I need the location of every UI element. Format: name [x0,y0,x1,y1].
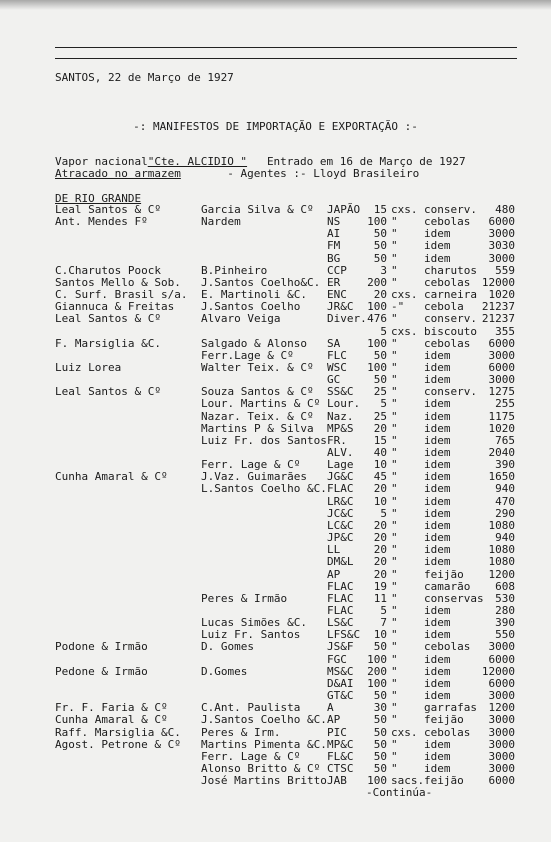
cell-consignee: Ferr.Lage & Cº [201,348,294,362]
cell-unit: " [391,518,398,532]
cell-qty: 20 [373,518,387,532]
cell-unit: " [391,458,398,472]
cell-goods: conserv. [424,385,477,399]
cell-goods: idem [424,506,451,520]
cell-weight: 280 [495,604,515,617]
cell-unit: -" [391,300,405,314]
cell-mark: FLC [327,348,347,362]
cell-qty: 3 [380,263,387,277]
cell-goods: camarão [424,579,471,593]
cell-mark: LC&C [327,518,354,532]
cell-goods: idem [424,761,451,775]
cell-mark: FLAC [327,591,354,605]
cell-unit: " [391,628,398,642]
cell-unit: " [391,531,398,544]
cell-weight: 765 [495,433,515,447]
cell-unit: " [391,604,398,617]
cell-qty: 20 [373,531,387,544]
cell-consignor: Podone & Irmão [55,640,148,654]
cell-goods: conservas [424,591,484,605]
cell-goods: idem [424,421,451,435]
cell-weight: 12000 [481,664,515,678]
cell-qty: 50 [373,640,387,654]
cell-mark: LL [327,543,341,557]
cell-qty: 15 [373,433,387,447]
cell-qty: 50 [373,761,387,775]
cell-unit: " [391,433,398,447]
cell-goods: conserv. [424,312,477,326]
cell-qty: 5 [380,397,387,411]
cell-unit: " [391,215,398,229]
cell-unit: " [391,421,398,435]
cell-weight: 1020 [488,421,515,435]
cell-qty: 200 [367,664,387,678]
cell-weight: 290 [495,506,515,520]
cell-mark: BG [327,251,341,265]
cell-qty: 20 [373,567,387,581]
cell-qty: 476 [367,312,387,326]
dateline: SANTOS, 22 de Março de 1927 [55,71,234,84]
cell-mark: Lage [327,458,354,472]
cell-qty: 20 [373,543,387,557]
cell-goods: cebolas [424,215,471,229]
vessel-line-2 [55,168,419,180]
cell-goods: feijão [424,567,464,581]
cell-unit: " [391,652,398,666]
cell-mark: NS [327,215,341,229]
cell-consignee: Martins P & Silva [201,421,314,435]
cell-consignor: F. Marsiglia &C. [55,336,161,350]
cell-goods: idem [424,348,451,362]
cell-weight: 480 [495,203,515,216]
cell-goods: conserv. [424,203,477,216]
cell-unit: " [391,312,398,326]
cell-unit: " [391,385,398,399]
cell-unit: sacs. [391,774,425,788]
cell-qty: 25 [373,409,387,423]
cell-weight: 3030 [488,239,515,253]
cell-consignor: Leal Santos & Cº [55,203,161,216]
cell-weight: 6000 [488,676,515,690]
top-rule-2 [55,58,517,59]
cell-unit: " [391,361,398,374]
cell-qty: 100 [367,215,387,229]
cell-unit: " [391,409,398,423]
cell-consignee: J.Vaz. Guimarães [201,470,307,484]
cell-weight: 355 [495,324,515,338]
cell-mark: GC [327,373,341,387]
cell-unit: " [391,336,398,350]
cell-weight: 559 [495,263,515,277]
cell-mark: A [327,701,334,715]
cell-unit: " [391,275,398,289]
cell-consignee: C.Ant. Paulista [201,701,301,715]
cell-mark: JP&C [327,531,354,544]
cell-goods: cebolas [424,640,471,654]
agents-line: - Agentes :- Lloyd Brasileiro [227,167,420,180]
cell-qty: 10 [373,458,387,472]
document-title: -: MANIFESTOS DE IMPORTAÇÃO E EXPORTAÇÃO :- [133,120,418,133]
cell-consignee: Walter Teix. & Cº [201,361,314,374]
cell-goods: idem [424,543,451,557]
section-title: DE RIO GRANDE [55,192,142,205]
cell-mark: MP&S [327,421,354,435]
cell-mark: JR&C [327,300,354,314]
cell-weight: 21237 [481,312,515,326]
cell-mark: CCP [327,263,347,277]
cell-goods: idem [424,239,451,253]
cell-weight: 6000 [488,652,515,666]
cell-unit: " [391,616,398,630]
cell-weight: 1200 [488,567,515,581]
cell-goods: idem [424,433,451,447]
cell-consignee: Peres & Irmão [201,591,288,605]
cell-goods: idem [424,749,451,763]
cell-unit: " [391,373,398,387]
cell-goods: cebola [424,300,464,314]
cell-mark: JAPÃO [327,203,361,216]
cell-qty: 7 [380,616,387,630]
cell-consignor: Raff. Marsiglia &C. [55,725,181,739]
cell-weight: 3000 [488,725,515,739]
cell-weight: 940 [495,482,515,496]
cell-consignor: Leal Santos & Cº [55,385,161,399]
cell-goods: idem [424,409,451,423]
cell-goods: idem [424,518,451,532]
cell-unit: " [391,263,398,277]
cell-goods: idem [424,664,451,678]
cell-qty: 30 [373,701,387,715]
cell-weight: 3000 [488,749,515,763]
cell-qty: 5 [380,506,387,520]
cell-unit: " [391,567,398,581]
cell-qty: 200 [367,275,387,289]
cell-unit: cxs. [391,324,418,338]
continua-text: -Continúa- [366,786,433,799]
cell-consignor: Luiz Lorea [55,361,122,374]
cell-unit: " [391,701,398,715]
cell-consignee: Lour. Martins & Cº [201,397,321,411]
cell-goods: carneira [424,288,477,302]
cell-consignee: L.Santos Coelho &C. [201,482,327,496]
cell-goods: idem [424,689,451,702]
cell-weight: 3000 [488,737,515,751]
cell-goods: idem [424,555,451,569]
cell-qty: 5 [380,604,387,617]
cell-mark: FLAC [327,579,354,593]
cell-goods: idem [424,361,451,374]
cell-unit: " [391,749,398,763]
cell-consignee: Luiz Fr. dos Santos [201,433,327,447]
vessel-name: "Cte. ALCIDIO " [147,155,248,168]
cell-mark: AP [327,713,341,727]
cell-unit: " [391,591,398,605]
cell-unit: " [391,640,398,654]
cell-consignee: Lucas Simões &C. [201,616,307,630]
cell-weight: 940 [495,531,515,544]
cell-unit: " [391,397,398,411]
cell-mark: JG&C [327,470,354,484]
vessel-entry: Entrado em 16 de Março de 1927 [266,155,466,168]
cell-qty: 100 [367,676,387,690]
cell-mark: AI [327,227,341,241]
cell-weight: 2040 [488,446,515,459]
cell-qty: 50 [373,239,387,253]
cell-unit: " [391,676,398,690]
cell-weight: 6000 [488,336,515,350]
cell-consignor: Leal Santos & Cº [55,312,161,326]
cell-qty: 15 [373,203,387,216]
cell-consignee: Alvaro Veiga [201,312,281,326]
cell-qty: 50 [373,713,387,727]
cell-consignee: D.Gomes [201,664,248,678]
cell-unit: cxs. [391,288,418,302]
cell-unit: cxs. [391,725,418,739]
cell-mark: LR&C [327,494,354,508]
cell-weight: 1080 [488,555,515,569]
cell-weight: 1200 [488,701,515,715]
cell-weight: 550 [495,628,515,642]
cell-qty: 40 [373,446,387,459]
cell-goods: idem [424,737,451,751]
cell-consignee: José Martins Britto [201,774,327,788]
cell-goods: cebolas [424,275,471,289]
cell-goods: feijão [424,713,464,727]
cell-consignor: C.Charutos Poock [55,263,161,277]
cell-unit: " [391,239,398,253]
cell-qty: 20 [373,482,387,496]
cell-qty: 100 [367,652,387,666]
cell-weight: 530 [495,591,515,605]
cell-consignee: Nardem [201,215,241,229]
cell-goods: biscouto [424,324,477,338]
cell-weight: 6000 [488,215,515,229]
cell-unit: " [391,227,398,241]
cell-consignee: Ferr. Lage & Cº [201,458,301,472]
cell-qty: 20 [373,421,387,435]
cell-goods: idem [424,494,451,508]
cell-consignee: D. Gomes [201,640,254,654]
cell-consignee: Souza Santos & Cº [201,385,314,399]
cell-weight: 3000 [488,348,515,362]
cell-unit: " [391,689,398,702]
cell-qty: 11 [373,591,387,605]
cell-goods: idem [424,251,451,265]
cell-weight: 470 [495,494,515,508]
cell-qty: 10 [373,628,387,642]
cell-weight: 3000 [488,640,515,654]
cell-qty: 19 [373,579,387,593]
cell-weight: 3000 [488,373,515,387]
cell-weight: 3000 [488,251,515,265]
cell-consignee: Alonso Britto & Cº [201,761,321,775]
cell-unit: " [391,348,398,362]
cell-weight: 6000 [488,774,515,788]
cell-unit: " [391,482,398,496]
cell-weight: 12000 [481,275,515,289]
cell-qty: 45 [373,470,387,484]
top-rule-1 [55,47,517,48]
cell-unit: " [391,761,398,775]
cell-weight: 3000 [488,689,515,702]
cell-qty: 50 [373,725,387,739]
cell-unit: " [391,506,398,520]
cell-goods: feijão [424,774,464,788]
cell-mark: GT&C [327,689,354,702]
cell-qty: 50 [373,749,387,763]
cell-mark: Naz. [327,409,354,423]
cell-goods: idem [424,604,451,617]
cell-consignee: B.Pinheiro [201,263,268,277]
cell-qty: 100 [367,774,387,788]
cell-mark: WSC [327,361,347,374]
cell-weight: 255 [495,397,515,411]
cell-goods: idem [424,652,451,666]
cell-goods: cebolas [424,725,471,739]
cell-unit: " [391,737,398,751]
berth-label: Atracado no armazem [55,167,181,180]
cell-qty: 50 [373,227,387,241]
cell-weight: 3000 [488,761,515,775]
cell-weight: 1175 [488,409,515,423]
cell-unit: " [391,555,398,569]
cell-weight: 390 [495,458,515,472]
cell-unit: " [391,713,398,727]
cell-consignor: Cunha Amaral & Cº [55,470,168,484]
cell-consignor: Fr. F. Faria & Cº [55,701,168,715]
cell-goods: idem [424,470,451,484]
scan-artifact-top [0,0,551,10]
cell-mark: Lour. [327,397,361,411]
cell-consignor: Agost. Petrone & Cº [55,737,181,751]
cell-unit: " [391,251,398,265]
cell-consignee: J.Santos Coelho &C. [201,713,327,727]
cell-unit: " [391,579,398,593]
cell-weight: 1275 [488,385,515,399]
cell-consignor: Giannuca & Freitas [55,300,175,314]
cell-mark: MS&C [327,664,354,678]
cell-unit: " [391,446,398,459]
cell-mark: SS&C [327,385,354,399]
cell-goods: idem [424,616,451,630]
cell-goods: idem [424,531,451,544]
cell-mark: FR. [327,433,347,447]
cell-weight: 1080 [488,518,515,532]
cell-qty: 100 [367,300,387,314]
cell-qty: 5 [380,324,387,338]
cell-mark: JS&F [327,640,354,654]
cell-qty: 50 [373,251,387,265]
cell-goods: cebolas [424,336,471,350]
cell-mark: AP [327,567,341,581]
cell-mark: DM&L [327,555,354,569]
cell-qty: 50 [373,373,387,387]
cell-consignee: Ferr. Lage & Cº [201,749,301,763]
cell-goods: idem [424,397,451,411]
cell-mark: FL&C [327,749,354,763]
cell-consignee: Nazar. Teix. & Cº [201,409,314,423]
cell-unit: " [391,543,398,557]
cell-consignee: J.Santos Coelho [201,300,301,314]
cell-qty: 10 [373,494,387,508]
cell-mark: FLAC [327,604,354,617]
cell-weight: 608 [495,579,515,593]
cell-mark: SA [327,336,341,350]
cell-consignee: Martins Pimenta &C. [201,737,327,751]
cell-consignor: Santos Mello & Sob. [55,275,181,289]
cell-weight: 6000 [488,361,515,374]
cell-goods: idem [424,482,451,496]
cell-goods: idem [424,446,451,459]
cell-consignor: Ant. Mendes Fº [55,215,148,229]
cell-qty: 100 [367,336,387,350]
cell-qty: 25 [373,385,387,399]
cell-mark: ER [327,275,341,289]
cell-qty: 50 [373,689,387,702]
cell-qty: 20 [373,288,387,302]
cell-mark: ENC [327,288,347,302]
cell-consignee: Peres & Irm. [201,725,281,739]
cell-weight: 390 [495,616,515,630]
cell-qty: 50 [373,348,387,362]
cell-mark: LFS&C [327,628,361,642]
cell-weight: 3000 [488,227,515,241]
cell-unit: " [391,664,398,678]
cell-qty: 100 [367,361,387,374]
cell-consignee: J.Santos Coelho&C. [201,275,321,289]
cell-qty: 20 [373,555,387,569]
cell-mark: CTSC [327,761,354,775]
cell-goods: garrafas [424,701,477,715]
cell-unit: " [391,494,398,508]
cell-mark: LS&C [327,616,354,630]
cell-goods: idem [424,373,451,387]
cell-mark: D&AI [327,676,354,690]
cell-goods: idem [424,227,451,241]
cell-goods: idem [424,458,451,472]
cell-consignee: E. Martinoli &C. [201,288,307,302]
cell-mark: ALV. [327,446,354,459]
cell-mark: FLAC [327,482,354,496]
cell-mark: FGC [327,652,347,666]
cell-weight: 21237 [481,300,515,314]
cell-weight: 1650 [488,470,515,484]
cell-weight: 3000 [488,713,515,727]
cell-mark: JAB [327,774,347,788]
cell-unit: cxs. [391,203,418,216]
cell-weight: 1020 [488,288,515,302]
cell-goods: idem [424,628,451,642]
cell-qty: 50 [373,737,387,751]
cell-consignee: Garcia Silva & Cº [201,203,314,216]
cell-consignor: C. Surf. Brasil s/a. [55,288,188,302]
cell-goods: charutos [424,263,477,277]
cell-consignor: Pedone & Irmão [55,664,148,678]
cell-consignor: Cunha Amaral & Cº [55,713,168,727]
cell-mark: JC&C [327,506,354,520]
cell-consignee: Salgado & Alonso [201,336,307,350]
cell-mark: Diver. [327,312,367,326]
cell-goods: idem [424,676,451,690]
vessel-label: Vapor nacional [55,155,148,168]
cell-mark: FM [327,239,341,253]
cell-mark: PIC [327,725,347,739]
cell-consignee: Luiz Fr. Santos [201,628,301,642]
cell-unit: " [391,470,398,484]
cell-weight: 1080 [488,543,515,557]
cell-mark: MP&C [327,737,354,751]
